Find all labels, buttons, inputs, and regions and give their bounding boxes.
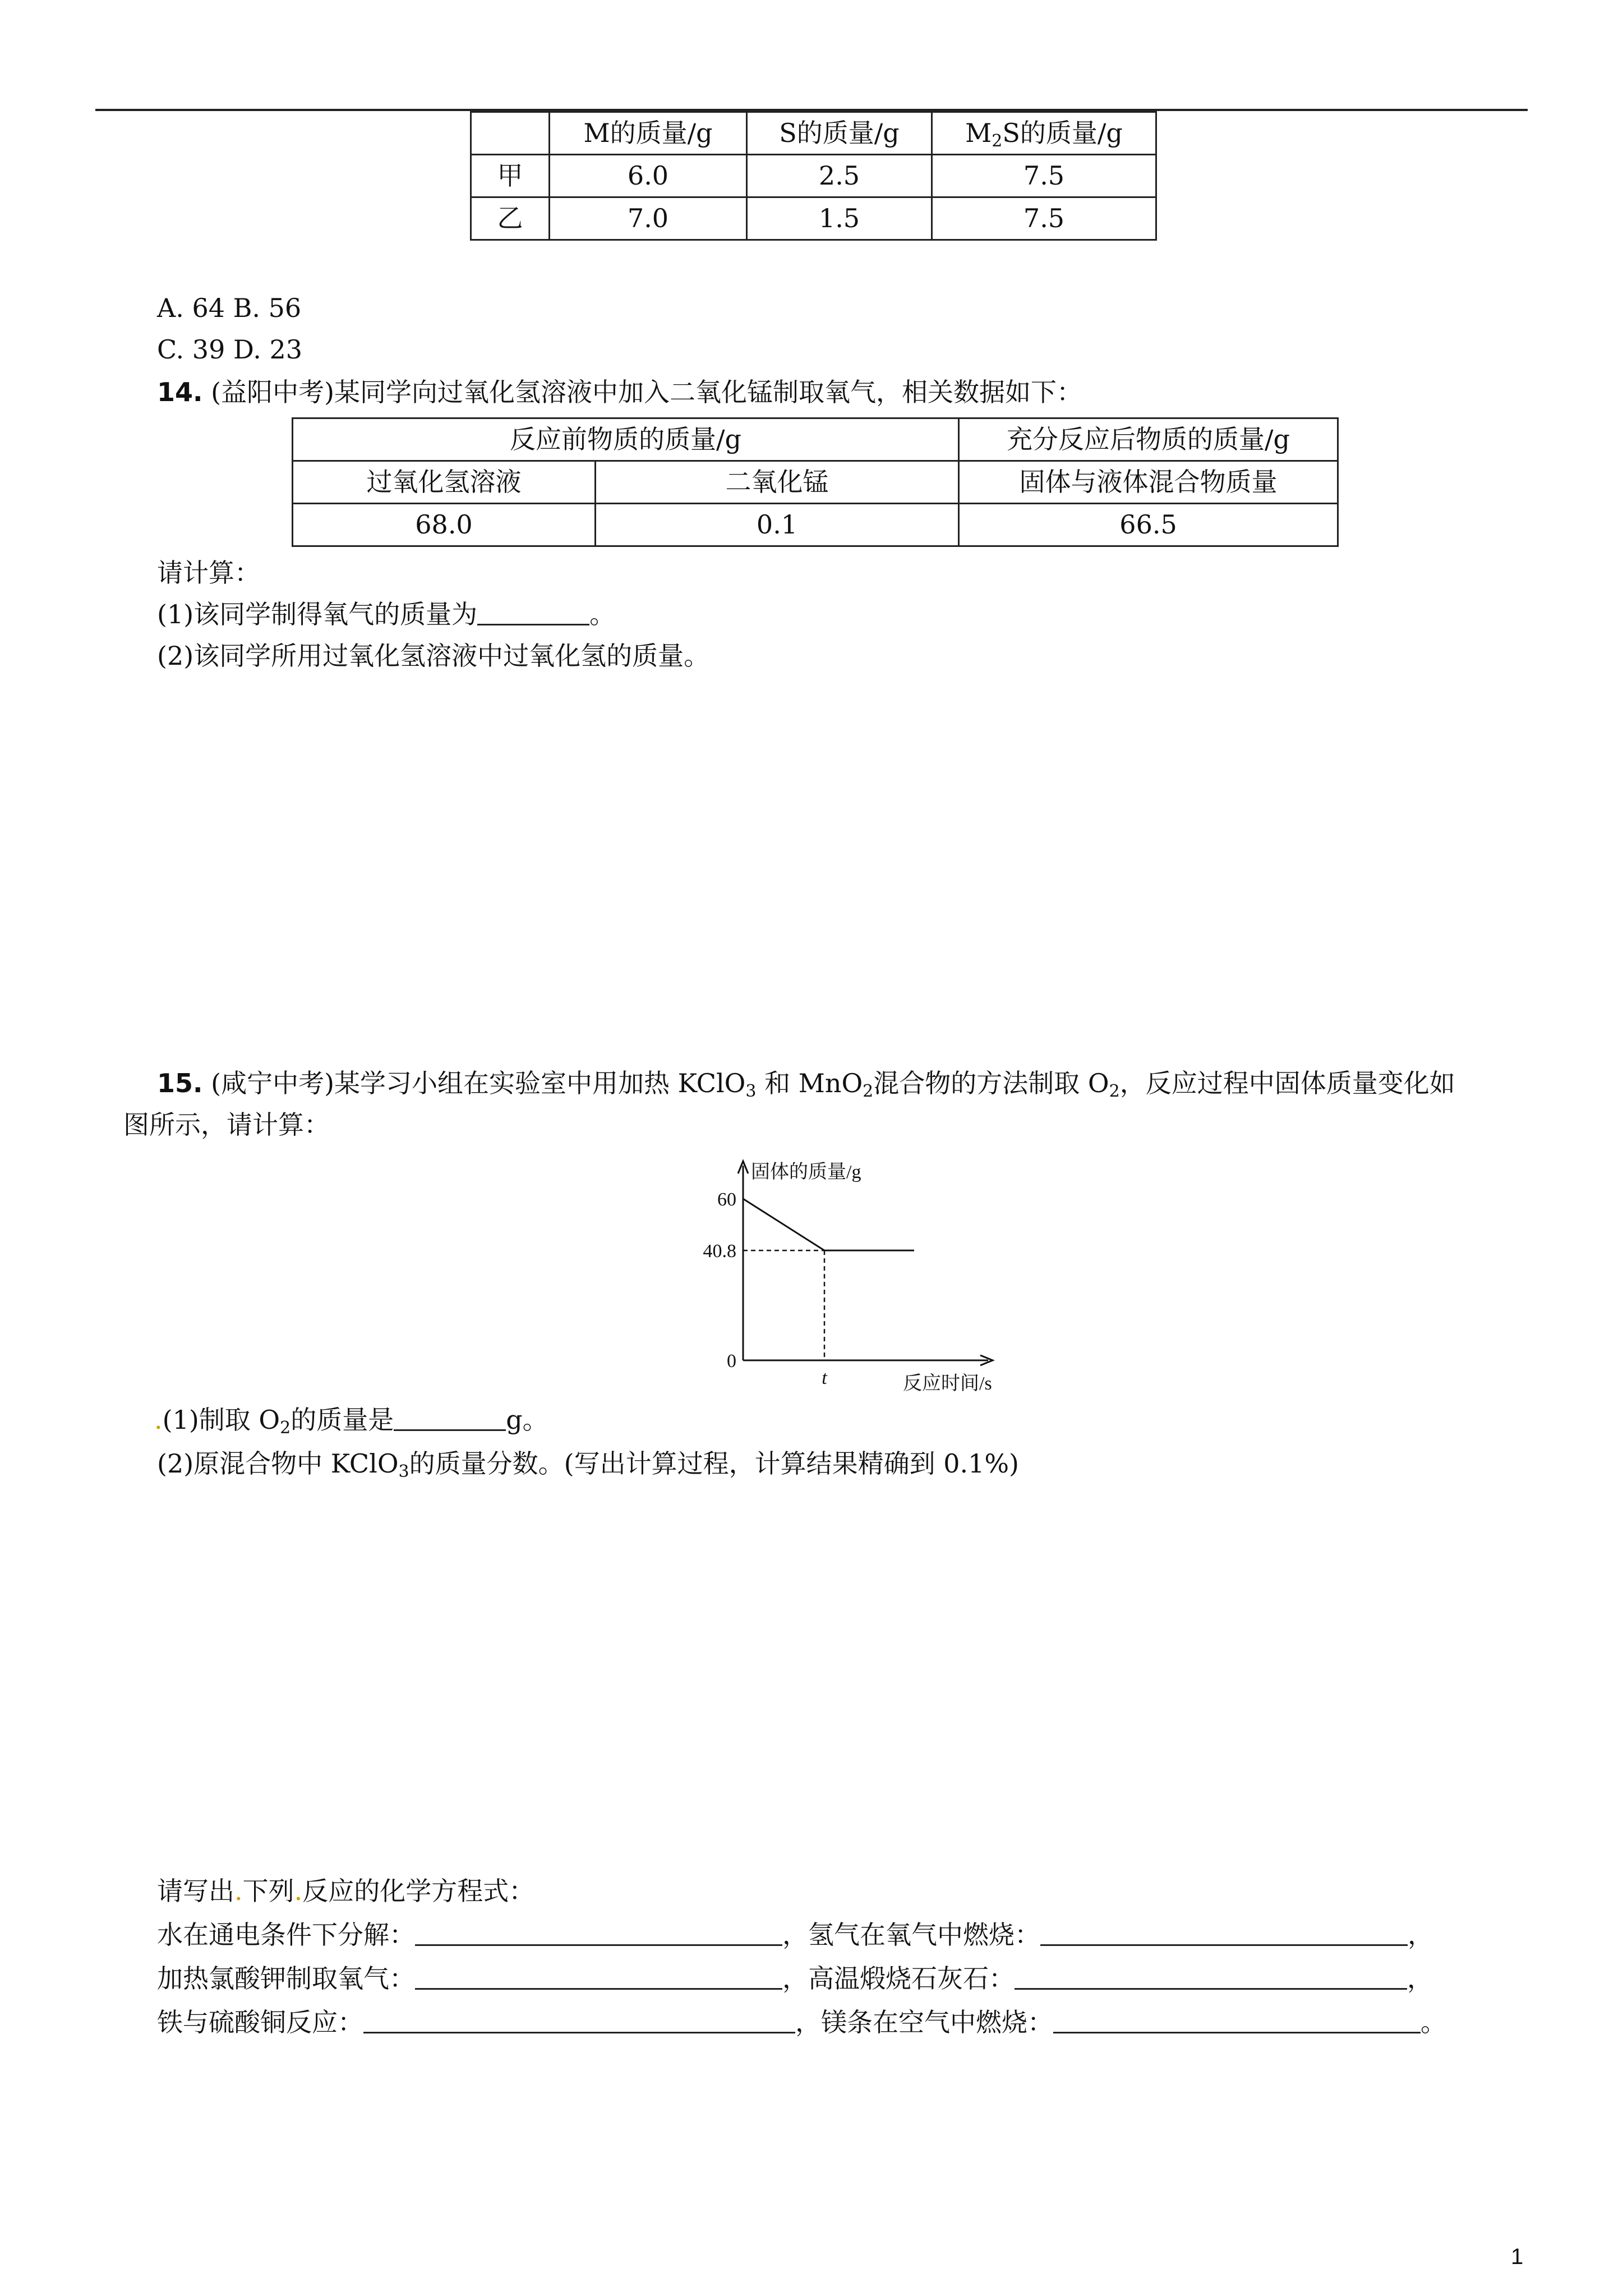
page-number: 1 [1511,2244,1524,2269]
q15-part2 [157,1446,1019,1481]
q15-part1-text: g。 [506,1405,548,1435]
marker-dot: . [234,1876,243,1906]
equation-sep: ， [782,1920,808,1950]
table-cell: 0.1 [596,504,959,546]
mass-table-msm2s [470,111,1157,241]
q15-sub: 2 [280,1418,291,1438]
equation-row [157,1917,1433,1952]
x-tick-label: t [822,1368,827,1388]
q13-options-line2: C. 39 D. 23 [157,334,302,365]
y-tick-label: 40.8 [703,1241,736,1262]
table-header-row [471,112,1156,155]
table-header-cell: M的质量/g [550,112,747,155]
q15-stem-text: 和 MnO [764,1068,863,1098]
q15-stem-line2: 图所示，请计算： [123,1110,330,1140]
q15-part2-text: 的质量分数。(写出计算过程，计算结果精确到 0.1%) [409,1448,1020,1479]
q15-part1-text: 的质量是 [291,1405,394,1435]
equation-row [157,2005,1446,2040]
table-cell: 2.5 [747,155,932,197]
equation-label: 铁与硫酸铜反应： [157,2007,363,2037]
equations-intro-text: 反应的化学方程式： [302,1876,535,1906]
table-header-cell [471,112,550,155]
table-cell: 7.5 [932,155,1156,197]
equation-label: 氢气在氧气中燃烧： [808,1920,1040,1950]
answer-blank[interactable] [415,1920,782,1946]
solid-mass-chart [679,1150,1026,1402]
q14-part1 [157,597,615,632]
equation-row [157,1961,1433,1996]
table-group-header: 反应前物质的质量/g [293,418,959,461]
marker-dot: . [294,1876,303,1906]
equation-end: 。 [1421,2007,1446,2037]
answer-blank[interactable] [415,1963,782,1990]
table-cell: 7.5 [932,197,1156,240]
q14-part2: (2)该同学所用过氧化氢溶液中过氧化氢的质量。 [157,641,710,671]
q15-stem-text: ，反应过程中固体质量变化如 [1119,1068,1455,1098]
table-header-row [293,418,1338,461]
table-cell: 甲 [471,155,550,197]
q14-data-table [292,417,1339,547]
equation-label: 加热氯酸钾制取氧气： [157,1963,415,1994]
equations-intro [157,1874,534,1908]
table-row [471,155,1156,197]
table-row [471,197,1156,240]
q15-number: 15. [157,1068,203,1098]
table-header-cell: 固体与液体混合物质量 [959,461,1338,504]
equation-label: 水在通电条件下分解： [157,1920,415,1950]
q15-stem-text: (咸宁中考)某学习小组在实验室中用加热 KClO [211,1068,746,1098]
marker-dot: . [154,1405,163,1435]
table-header-cell: S的质量/g [747,112,932,155]
table-header-row [293,461,1338,504]
answer-blank[interactable] [1015,1963,1407,1990]
table-row [293,504,1338,546]
answer-blank[interactable] [1040,1920,1408,1946]
table-header-cell: $M_2S$的质量/g [932,112,1156,155]
x-axis-label: 反应时间/s [903,1373,992,1394]
answer-blank[interactable] [363,2007,795,2033]
q14-prompt: 请计算： [157,558,260,588]
equation-sep: ， [782,1963,808,1994]
q15-sub: 3 [398,1462,409,1481]
equation-sep: ， [795,2007,821,2037]
q15-part2-text: (2)原混合物中 KClO [157,1448,399,1479]
table-cell: 1.5 [747,197,932,240]
q15-part1 [154,1402,548,1437]
q14-stem-text: (益阳中考)某同学向过氧化氢溶液中加入二氧化锰制取氧气，相关数据如下： [211,377,1083,407]
table-cell: 66.5 [959,504,1338,546]
answer-blank[interactable] [394,1405,506,1431]
table-header-cell: 过氧化氢溶液 [293,461,596,504]
equation-label: 镁条在空气中燃烧： [821,2007,1053,2037]
y-axis-label: 固体的质量/g [751,1162,861,1182]
equation-end: ， [1408,1920,1433,1950]
q15-stem-text: 混合物的方法制取 O [873,1068,1109,1098]
table-cell: 乙 [471,197,550,240]
y-tick-label: 60 [717,1189,736,1210]
equation-label: 高温煅烧石灰石： [808,1963,1015,1994]
table-cell: 7.0 [550,197,747,240]
q13-options-line1: A. 64 B. 56 [157,293,302,323]
q15-part1-text: (1)制取 O [162,1405,280,1435]
answer-blank[interactable] [477,599,589,625]
q15-stem-line1 [157,1066,1455,1101]
q15-sub: 3 [745,1082,757,1101]
q14-stem [157,375,1082,409]
table-group-header: 充分反应后物质的质量/g [959,418,1338,461]
y-tick-label: 0 [727,1351,736,1372]
answer-blank[interactable] [1053,2007,1421,2033]
q15-sub: 2 [1109,1082,1120,1101]
q14-part1-text: (1)该同学制得氧气的质量为 [157,599,478,629]
series-line [743,1199,914,1250]
equation-end: ， [1407,1963,1433,1994]
q15-sub: 2 [863,1082,874,1101]
table-header-cell: 二氧化锰 [596,461,959,504]
table-cell: 6.0 [550,155,747,197]
equations-intro-text: 下列 [242,1876,294,1906]
q14-number: 14. [157,377,203,407]
table-cell: 68.0 [293,504,596,546]
equations-intro-text: 请写出 [157,1876,234,1906]
q14-part1-end: 。 [589,599,616,629]
